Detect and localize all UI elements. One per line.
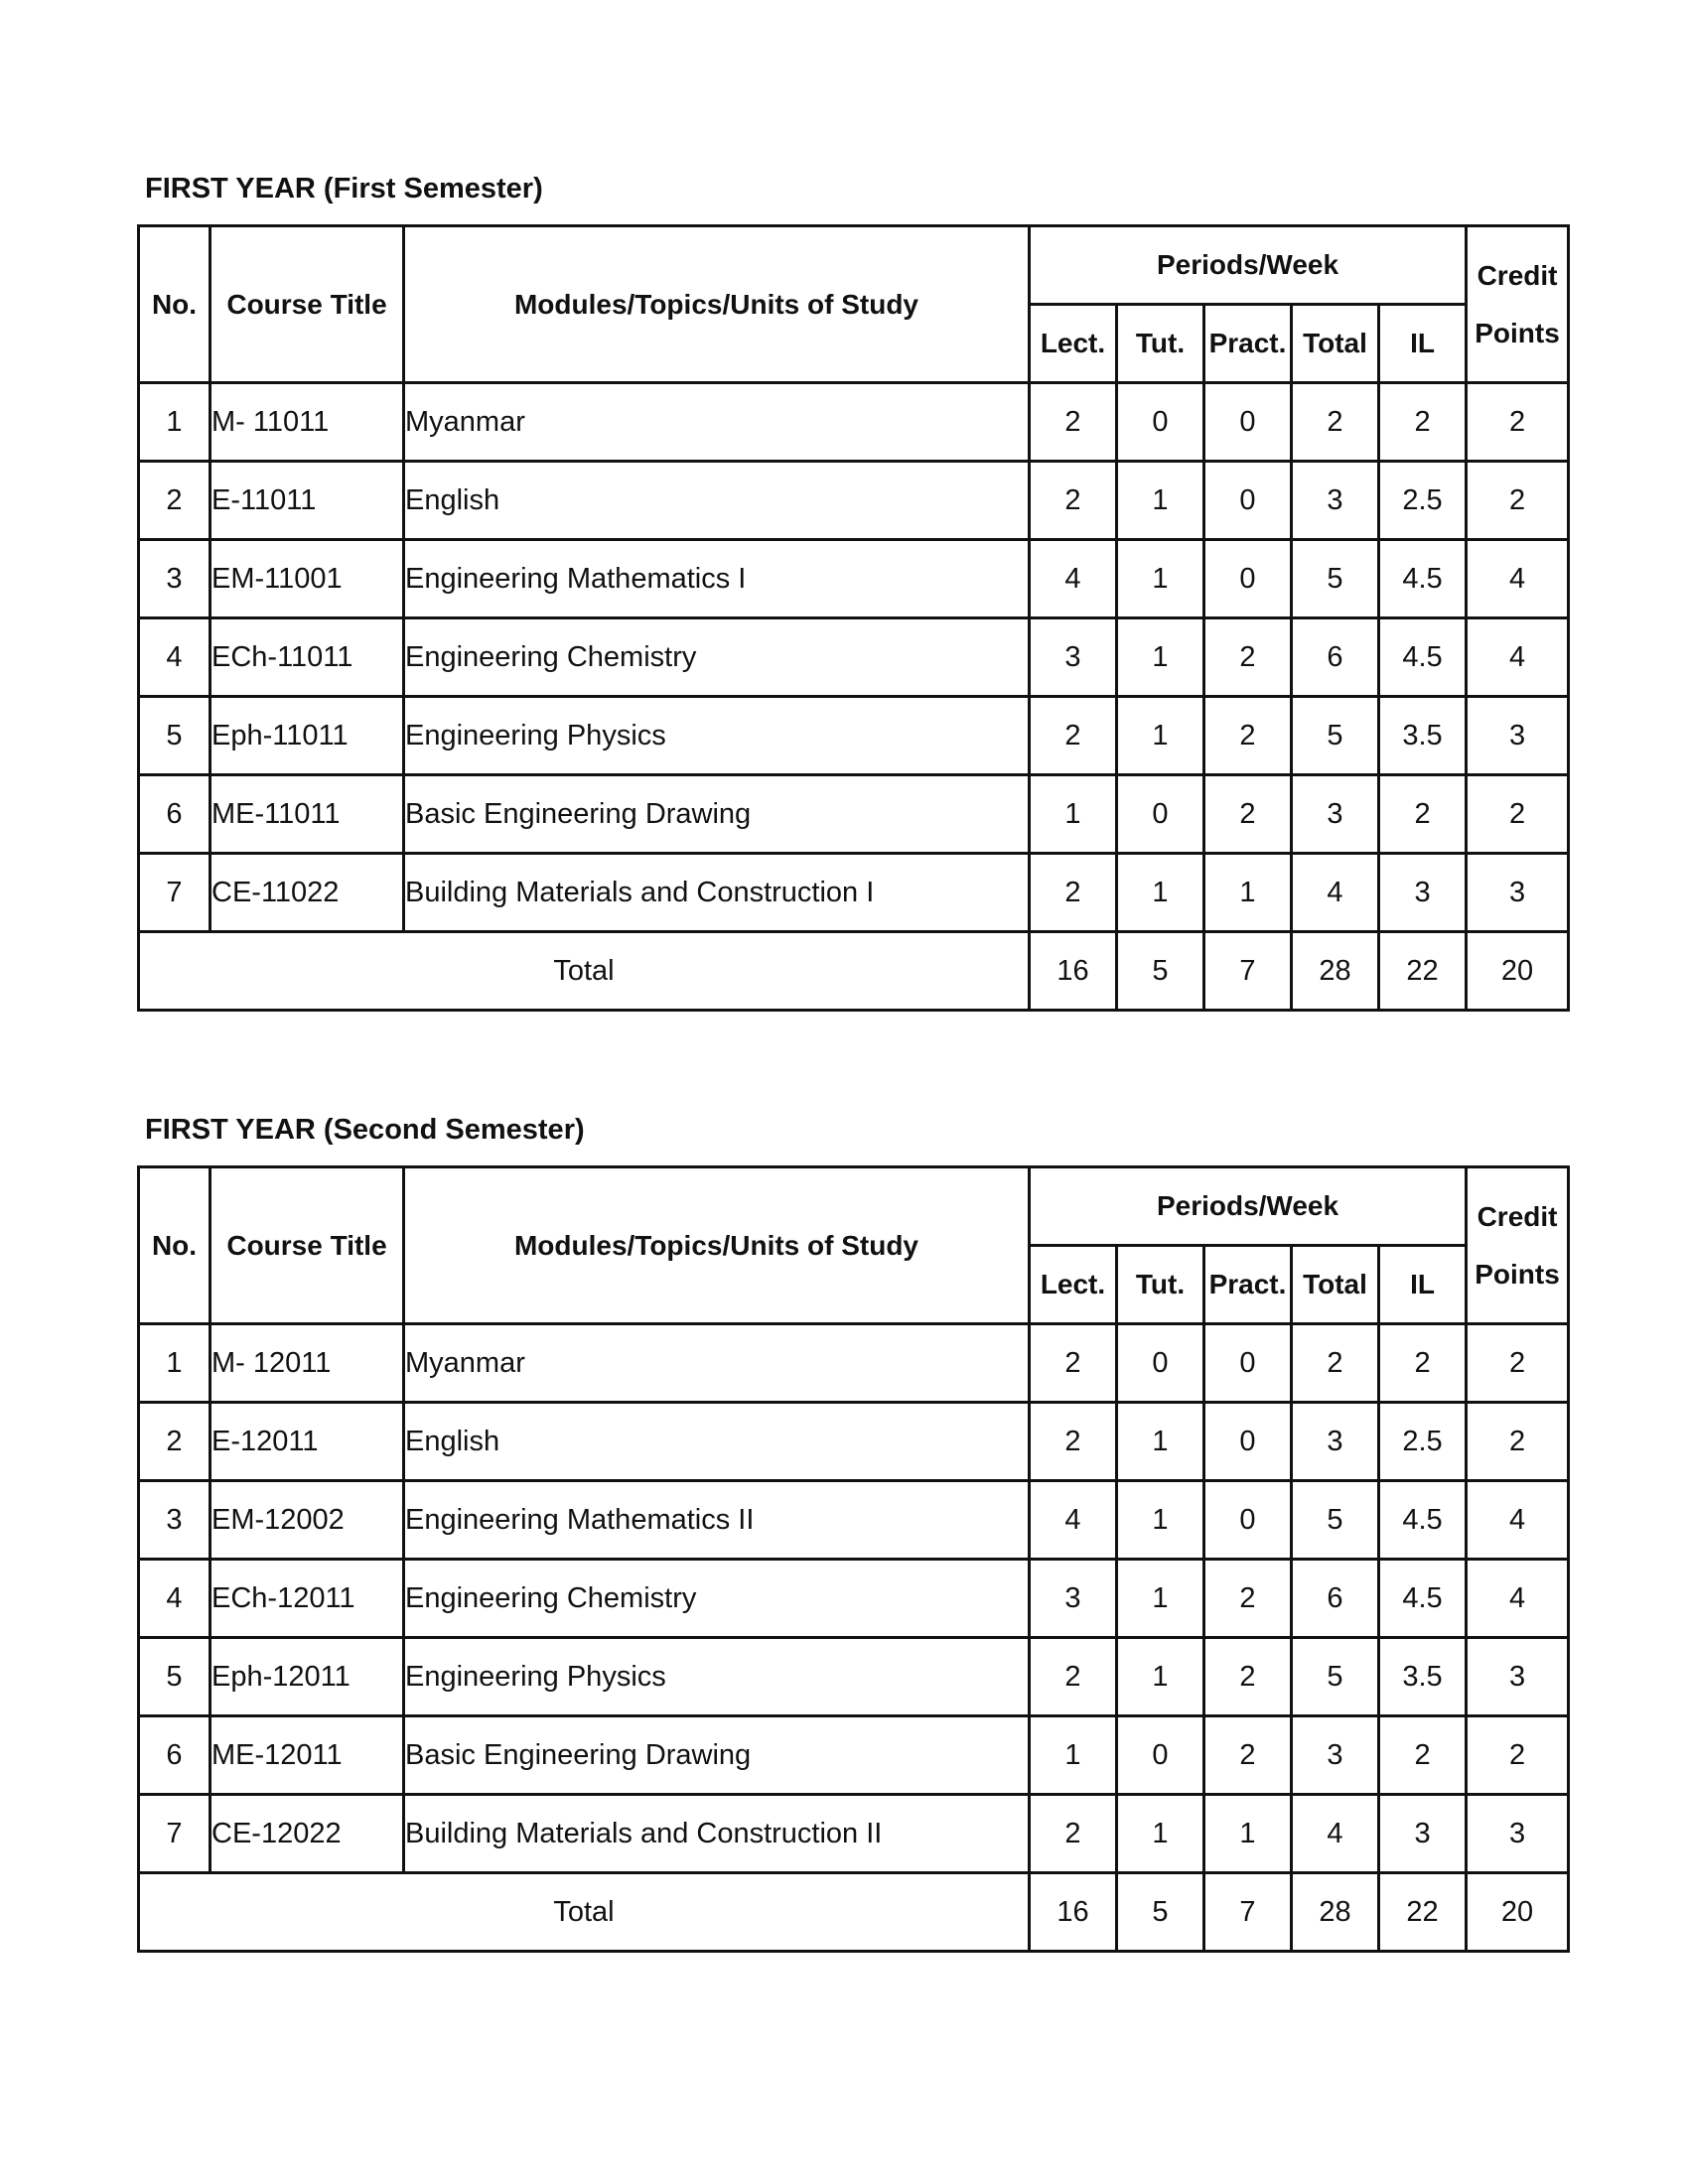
course-rows [139,1324,1569,1873]
header-no: No. [139,226,211,383]
total-label: Total [139,1873,1030,1952]
course-table [137,1165,1570,1953]
header-points: Points [1475,317,1560,348]
course-no: 5 [139,697,211,775]
header-periods-week: Periods/Week [1030,1167,1467,1246]
tut-value: 1 [1117,618,1204,697]
pract-value: 2 [1204,697,1292,775]
header-total: Total [1292,1246,1379,1324]
header-modules: Modules/Topics/Units of Study [404,1167,1030,1324]
course-no: 1 [139,383,211,462]
credit-value: 3 [1467,854,1569,932]
header-credit-points [1467,226,1569,383]
il-value: 2 [1379,1324,1467,1403]
total-il: 22 [1379,932,1467,1011]
course-title: Basic Engineering Drawing [404,1716,1030,1795]
lect-value: 2 [1030,697,1117,775]
header-course-title: Course Title [211,226,404,383]
total-lect: 16 [1030,1873,1117,1952]
table-row [139,697,1569,775]
total-value: 4 [1292,1795,1379,1873]
header-pract: Pract. [1204,1246,1292,1324]
il-value: 2 [1379,1716,1467,1795]
total-pract: 7 [1204,1873,1292,1952]
course-code: E-11011 [211,462,404,540]
tut-value: 1 [1117,1638,1204,1716]
il-value: 2.5 [1379,462,1467,540]
tut-value: 1 [1117,1795,1204,1873]
tut-value: 0 [1117,383,1204,462]
total-value: 5 [1292,1638,1379,1716]
total-total: 28 [1292,932,1379,1011]
course-title: Myanmar [404,1324,1030,1403]
course-title: Building Materials and Construction I [404,854,1030,932]
table-row [139,1716,1569,1795]
course-table [137,224,1570,1012]
total-label: Total [139,932,1030,1011]
pract-value: 0 [1204,1403,1292,1481]
credit-value: 4 [1467,618,1569,697]
course-title: English [404,1403,1030,1481]
pract-value: 0 [1204,1324,1292,1403]
total-row [139,932,1569,1011]
course-code: Eph-11011 [211,697,404,775]
header-no: No. [139,1167,211,1324]
lect-value: 3 [1030,618,1117,697]
pract-value: 0 [1204,540,1292,618]
course-code: ME-11011 [211,775,404,854]
course-code: M- 11011 [211,383,404,462]
course-no: 6 [139,1716,211,1795]
il-value: 3.5 [1379,697,1467,775]
pract-value: 2 [1204,1716,1292,1795]
total-value: 3 [1292,462,1379,540]
header-tut: Tut. [1117,1246,1204,1324]
lect-value: 2 [1030,854,1117,932]
total-credit: 20 [1467,932,1569,1011]
course-code: CE-11022 [211,854,404,932]
il-value: 2 [1379,775,1467,854]
header-pract: Pract. [1204,305,1292,383]
course-title: Building Materials and Construction II [404,1795,1030,1873]
pract-value: 1 [1204,854,1292,932]
course-title: Engineering Chemistry [404,618,1030,697]
total-value: 2 [1292,383,1379,462]
tut-value: 0 [1117,1716,1204,1795]
course-code: Eph-12011 [211,1638,404,1716]
credit-value: 2 [1467,1716,1569,1795]
credit-value: 2 [1467,383,1569,462]
lect-value: 2 [1030,1324,1117,1403]
course-no: 2 [139,1403,211,1481]
total-value: 2 [1292,1324,1379,1403]
course-code: EM-11001 [211,540,404,618]
total-tut: 5 [1117,932,1204,1011]
header-il: IL [1379,305,1467,383]
table-row [139,775,1569,854]
header-total: Total [1292,305,1379,383]
pract-value: 2 [1204,1560,1292,1638]
pract-value: 1 [1204,1795,1292,1873]
header-credit: Credit [1477,259,1558,291]
course-title: Basic Engineering Drawing [404,775,1030,854]
course-code: ECh-12011 [211,1560,404,1638]
total-pract: 7 [1204,932,1292,1011]
total-value: 5 [1292,1481,1379,1560]
total-value: 3 [1292,1716,1379,1795]
table-row [139,1481,1569,1560]
course-no: 7 [139,1795,211,1873]
course-no: 1 [139,1324,211,1403]
pract-value: 2 [1204,1638,1292,1716]
credit-value: 2 [1467,1403,1569,1481]
total-row [139,1873,1569,1952]
table-row [139,1324,1569,1403]
il-value: 4.5 [1379,1481,1467,1560]
total-value: 6 [1292,618,1379,697]
semester-section-first [137,171,1567,1012]
total-credit: 20 [1467,1873,1569,1952]
lect-value: 3 [1030,1560,1117,1638]
tut-value: 0 [1117,775,1204,854]
header-credit-points [1467,1167,1569,1324]
header-modules: Modules/Topics/Units of Study [404,226,1030,383]
header-course-title: Course Title [211,1167,404,1324]
total-tut: 5 [1117,1873,1204,1952]
header-tut: Tut. [1117,305,1204,383]
credit-value: 3 [1467,697,1569,775]
il-value: 4.5 [1379,1560,1467,1638]
table-row [139,854,1569,932]
header-periods-week: Periods/Week [1030,226,1467,305]
tut-value: 1 [1117,854,1204,932]
course-title: Engineering Mathematics I [404,540,1030,618]
course-title: Engineering Physics [404,1638,1030,1716]
pract-value: 0 [1204,383,1292,462]
tut-value: 1 [1117,697,1204,775]
lect-value: 2 [1030,462,1117,540]
total-value: 5 [1292,540,1379,618]
course-title: Engineering Chemistry [404,1560,1030,1638]
lect-value: 4 [1030,1481,1117,1560]
total-value: 3 [1292,1403,1379,1481]
course-no: 3 [139,540,211,618]
table-row [139,1638,1569,1716]
pract-value: 2 [1204,775,1292,854]
il-value: 3.5 [1379,1638,1467,1716]
credit-value: 4 [1467,1481,1569,1560]
il-value: 4.5 [1379,540,1467,618]
course-title: Engineering Mathematics II [404,1481,1030,1560]
table-row [139,618,1569,697]
course-no: 6 [139,775,211,854]
credit-value: 4 [1467,1560,1569,1638]
course-code: ECh-11011 [211,618,404,697]
il-value: 3 [1379,1795,1467,1873]
table-row [139,1403,1569,1481]
lect-value: 1 [1030,1716,1117,1795]
total-value: 4 [1292,854,1379,932]
course-code: EM-12002 [211,1481,404,1560]
course-no: 5 [139,1638,211,1716]
credit-value: 4 [1467,540,1569,618]
header-credit: Credit [1477,1200,1558,1232]
course-code: E-12011 [211,1403,404,1481]
header-lect: Lect. [1030,305,1117,383]
table-row [139,1795,1569,1873]
course-no: 3 [139,1481,211,1560]
il-value: 3 [1379,854,1467,932]
tut-value: 0 [1117,1324,1204,1403]
lect-value: 2 [1030,1403,1117,1481]
table-row [139,1560,1569,1638]
course-no: 4 [139,618,211,697]
course-code: ME-12011 [211,1716,404,1795]
total-value: 5 [1292,697,1379,775]
header-points: Points [1475,1258,1560,1290]
course-no: 7 [139,854,211,932]
credit-value: 3 [1467,1638,1569,1716]
lect-value: 2 [1030,383,1117,462]
table-row [139,540,1569,618]
credit-value: 3 [1467,1795,1569,1873]
header-il: IL [1379,1246,1467,1324]
semester-heading: FIRST YEAR (First Semester) [145,173,543,205]
pract-value: 0 [1204,462,1292,540]
course-title: Myanmar [404,383,1030,462]
course-title: Engineering Physics [404,697,1030,775]
total-value: 3 [1292,775,1379,854]
lect-value: 1 [1030,775,1117,854]
header-lect: Lect. [1030,1246,1117,1324]
semester-section-second [137,1112,1567,1953]
credit-value: 2 [1467,462,1569,540]
il-value: 2.5 [1379,1403,1467,1481]
lect-value: 2 [1030,1795,1117,1873]
tut-value: 1 [1117,540,1204,618]
course-code: CE-12022 [211,1795,404,1873]
course-rows [139,383,1569,932]
table-row [139,383,1569,462]
lect-value: 2 [1030,1638,1117,1716]
lect-value: 4 [1030,540,1117,618]
tut-value: 1 [1117,1560,1204,1638]
course-title: English [404,462,1030,540]
total-total: 28 [1292,1873,1379,1952]
credit-value: 2 [1467,775,1569,854]
il-value: 2 [1379,383,1467,462]
total-value: 6 [1292,1560,1379,1638]
table-row [139,462,1569,540]
pract-value: 2 [1204,618,1292,697]
total-lect: 16 [1030,932,1117,1011]
total-il: 22 [1379,1873,1467,1952]
tut-value: 1 [1117,462,1204,540]
credit-value: 2 [1467,1324,1569,1403]
course-no: 4 [139,1560,211,1638]
semester-heading: FIRST YEAR (Second Semester) [145,1114,585,1146]
tut-value: 1 [1117,1481,1204,1560]
pract-value: 0 [1204,1481,1292,1560]
course-no: 2 [139,462,211,540]
tut-value: 1 [1117,1403,1204,1481]
il-value: 4.5 [1379,618,1467,697]
course-code: M- 12011 [211,1324,404,1403]
